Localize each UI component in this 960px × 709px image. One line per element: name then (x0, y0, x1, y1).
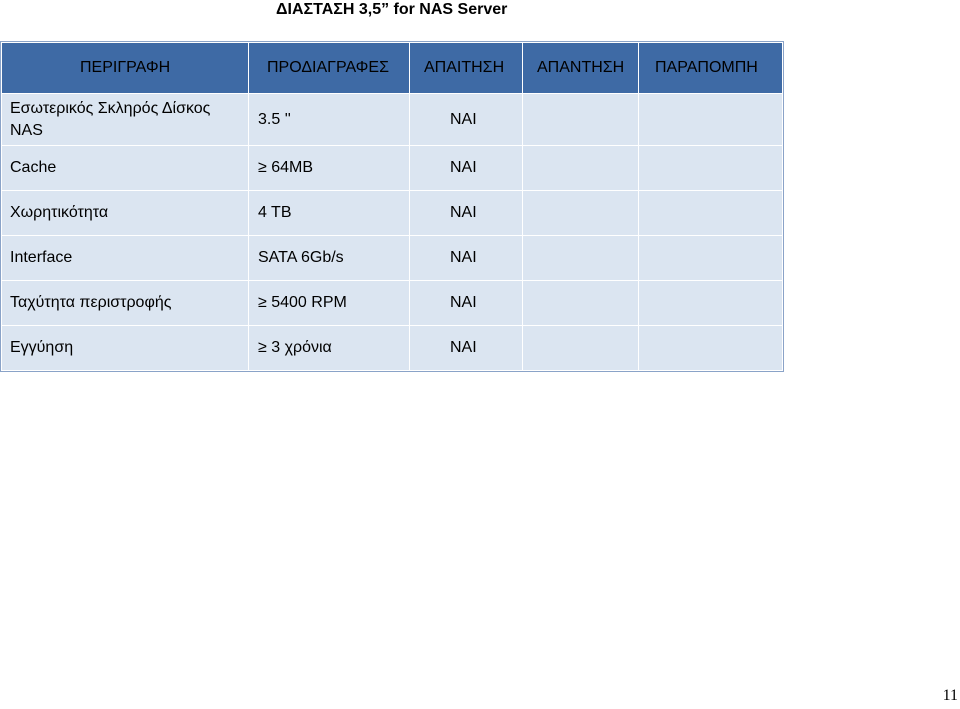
table-header-row (2, 43, 783, 94)
table-row (2, 281, 783, 326)
cell-specification: ≥ 64MB (249, 146, 410, 191)
column-header-description: ΠΕΡΙΓΡΑΦΗ (2, 43, 249, 94)
cell-specification: ≥ 3 χρόνια (249, 326, 410, 371)
cell-specification: 3.5 '' (249, 94, 410, 146)
column-header-answer: ΑΠΑΝΤΗΣΗ (523, 43, 639, 94)
table-row (2, 236, 783, 281)
specification-table (1, 42, 783, 371)
cell-specification: 4 TB (249, 191, 410, 236)
cell-description: Εγγύηση (2, 326, 249, 371)
cell-description: Χωρητικότητα (2, 191, 249, 236)
cell-answer[interactable] (523, 94, 639, 146)
table-row (2, 146, 783, 191)
cell-answer[interactable] (523, 326, 639, 371)
cell-reference[interactable] (639, 326, 783, 371)
document-title: ΔΙΑΣΤΑΣΗ 3,5” for NAS Server (276, 1, 508, 18)
cell-requirement: ΝΑΙ (410, 281, 523, 326)
cell-reference[interactable] (639, 281, 783, 326)
cell-reference[interactable] (639, 191, 783, 236)
cell-answer[interactable] (523, 236, 639, 281)
cell-answer[interactable] (523, 281, 639, 326)
cell-requirement: ΝΑΙ (410, 236, 523, 281)
cell-requirement: ΝΑΙ (410, 326, 523, 371)
column-header-reference: ΠΑΡΑΠΟΜΠΗ (639, 43, 783, 94)
table-row (2, 191, 783, 236)
column-header-specification: ΠΡΟΔΙΑΓΡΑΦΕΣ (249, 43, 410, 94)
cell-requirement: ΝΑΙ (410, 191, 523, 236)
cell-description: Interface (2, 236, 249, 281)
cell-specification: ≥ 5400 RPM (249, 281, 410, 326)
cell-reference[interactable] (639, 236, 783, 281)
cell-requirement: ΝΑΙ (410, 94, 523, 146)
cell-answer[interactable] (523, 146, 639, 191)
cell-description: Ταχύτητα περιστροφής (2, 281, 249, 326)
cell-answer[interactable] (523, 191, 639, 236)
cell-reference[interactable] (639, 146, 783, 191)
table-row (2, 326, 783, 371)
page-number: 11 (942, 687, 958, 704)
cell-requirement: ΝΑΙ (410, 146, 523, 191)
column-header-requirement: ΑΠΑΙΤΗΣΗ (410, 43, 523, 94)
cell-specification: SATA 6Gb/s (249, 236, 410, 281)
cell-description: Cache (2, 146, 249, 191)
cell-description: Εσωτερικός Σκληρός Δίσκος NAS (2, 94, 249, 146)
cell-reference[interactable] (639, 94, 783, 146)
table-row (2, 94, 783, 146)
